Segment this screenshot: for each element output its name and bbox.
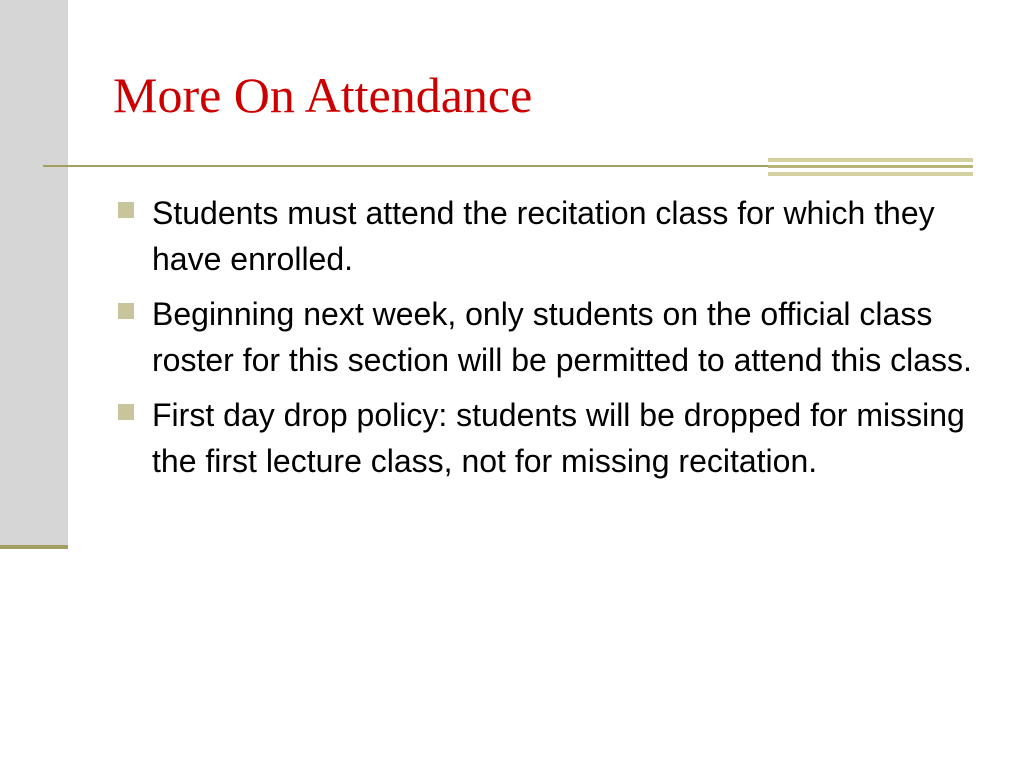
accent-line (768, 165, 973, 168)
slide-title: More On Attendance (113, 67, 533, 123)
bullet-item (118, 291, 978, 383)
bullet-item (118, 392, 978, 484)
left-bar-accent (0, 545, 68, 549)
bullet-item (118, 190, 978, 282)
accent-line (768, 158, 973, 162)
bullet-text: Beginning next week, only students on the official class roster for this section will be permitted to attend this class. (152, 296, 972, 378)
square-bullet-icon (118, 303, 134, 319)
square-bullet-icon (118, 404, 134, 420)
square-bullet-icon (118, 202, 134, 218)
bullet-text: First day drop policy: students will be dropped for missing the first lecture class, not for missing recitation. (152, 397, 965, 479)
left-decorative-bar (0, 0, 68, 545)
accent-line (768, 172, 973, 176)
bullet-list (118, 190, 978, 493)
title-divider (43, 165, 783, 167)
bullet-text: Students must attend the recitation class for which they have enrolled. (152, 195, 935, 277)
